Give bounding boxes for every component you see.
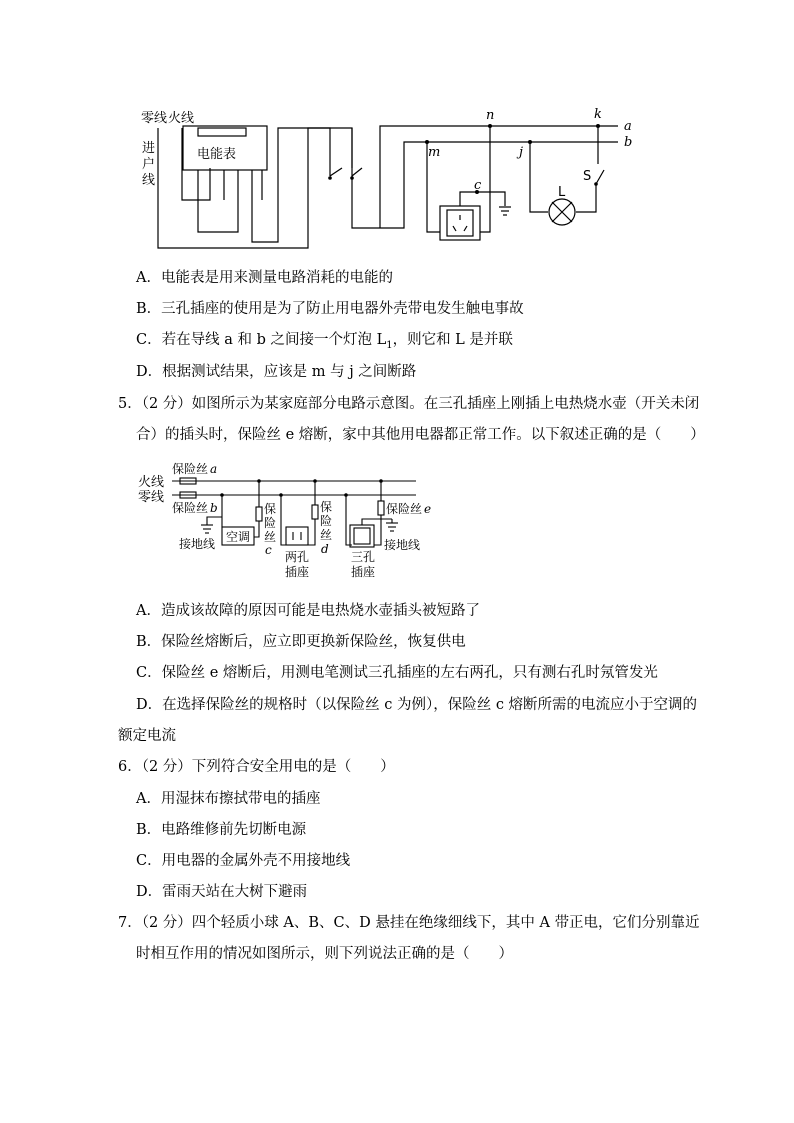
- lamp-label: L: [558, 185, 566, 200]
- fig2-label-zero-line: 零线: [138, 490, 165, 505]
- wiring-diagram-1: [0, 0, 794, 260]
- label-jin: 进: [142, 141, 156, 156]
- q4-option-c-post: ，则它和 L 是并联: [392, 332, 513, 348]
- label-zero-line: 零线: [141, 111, 168, 126]
- fuse-e-label: 保险丝: [386, 502, 423, 516]
- fuse-b-letter: b: [210, 501, 218, 515]
- two-hole-label-1: 两孔: [285, 550, 310, 564]
- fuse-d-char3: 丝: [320, 528, 333, 542]
- three-hole-label-2: 插座: [351, 565, 376, 579]
- q5-option-b: B．保险丝熔断后，应立即更换新保险丝，恢复供电: [136, 634, 466, 650]
- fuse-d-char1: 保: [320, 500, 333, 514]
- q6-option-b: B．电路维修前先切断电源: [136, 822, 307, 838]
- q5-option-c: C．保险丝 e 熔断后，用测电笔测试三孔插座的左右两孔，只有测右孔时氖管发光: [136, 665, 658, 681]
- label-k: k: [594, 107, 602, 122]
- label-fire-line: 火线: [168, 111, 195, 126]
- fuse-c-char3: 丝: [264, 530, 277, 544]
- q5-option-d-line2: 额定电流: [118, 728, 176, 744]
- fig2-label-fire-line: 火线: [138, 475, 165, 490]
- q5-option-d-line1: D．在选择保险丝的规格时（以保险丝 c 为例），保险丝 c 熔断所需的电流应小于空调的: [136, 697, 698, 713]
- fuse-c-letter: c: [265, 543, 272, 557]
- q4-option-c-pre: C．若在导线 a 和 b 之间接一个灯泡 L: [136, 332, 387, 348]
- label-n: n: [486, 108, 495, 123]
- ground-label-2: 接地线: [384, 538, 421, 552]
- fuse-d-letter: d: [321, 542, 329, 556]
- label-j: j: [519, 145, 524, 160]
- q6-option-c: C．用电器的金属外壳不用接地线: [136, 853, 351, 869]
- fuse-b-label: 保险丝: [172, 501, 209, 515]
- q4-option-d: D．根据测试结果，应该是 m 与 j 之间断路: [136, 364, 417, 380]
- label-hu: 户: [142, 157, 156, 172]
- q4-option-b: B．三孔插座的使用是为了防止用电器外壳带电发生触电事故: [136, 301, 524, 317]
- label-xian: 线: [142, 173, 156, 188]
- q5-option-a: A．造成该故障的原因可能是电热烧水壶插头被短路了: [136, 603, 480, 619]
- q6-stem: 6．（2 分）下列符合安全用电的是（ ）: [118, 759, 395, 775]
- label-m: m: [428, 145, 441, 160]
- switch-label: S: [583, 169, 592, 184]
- ground-label-1: 接地线: [179, 537, 216, 551]
- fuse-d-char2: 险: [320, 514, 333, 528]
- q6-option-a: A．用湿抹布擦拭带电的插座: [136, 791, 321, 807]
- q6-option-d: D．雷雨天站在大树下避雨: [136, 884, 308, 900]
- label-a: a: [624, 119, 632, 134]
- fuse-e-letter: e: [424, 502, 432, 516]
- meter-label: 电能表: [197, 147, 237, 162]
- q5-stem-line1: 5．（2 分）如图所示为某家庭部分电路示意图。在三孔插座上刚插上电热烧水壶（开关未闭: [118, 396, 700, 412]
- wiring-diagram-2: [0, 455, 794, 595]
- fuse-a-letter: a: [210, 462, 218, 476]
- q4-option-a: A．电能表是用来测量电路消耗的电能的: [136, 270, 393, 286]
- two-hole-label-2: 插座: [285, 565, 310, 579]
- q5-stem-line2: 合）的插头时，保险丝 e 熔断，家中其他用电器都正常工作。以下叙述正确的是（ ）: [136, 427, 705, 443]
- q7-stem-line2: 时相互作用的情况如图所示，则下列说法正确的是（ ）: [136, 946, 513, 962]
- fuse-c-char1: 保: [264, 502, 277, 516]
- three-hole-label-1: 三孔: [351, 550, 376, 564]
- label-c: c: [474, 178, 482, 193]
- fuse-a-label: 保险丝: [172, 462, 209, 476]
- aircon-label: 空调: [226, 530, 251, 544]
- q4-option-c-sub: 1: [386, 339, 393, 351]
- label-b: b: [624, 135, 633, 150]
- q4-option-c: [136, 330, 513, 356]
- fuse-c-char2: 险: [264, 516, 277, 530]
- q7-stem-line1: 7．（2 分）四个轻质小球 A、B、C、D 悬挂在绝缘细线下，其中 A 带正电，它们分别靠近: [118, 915, 700, 931]
